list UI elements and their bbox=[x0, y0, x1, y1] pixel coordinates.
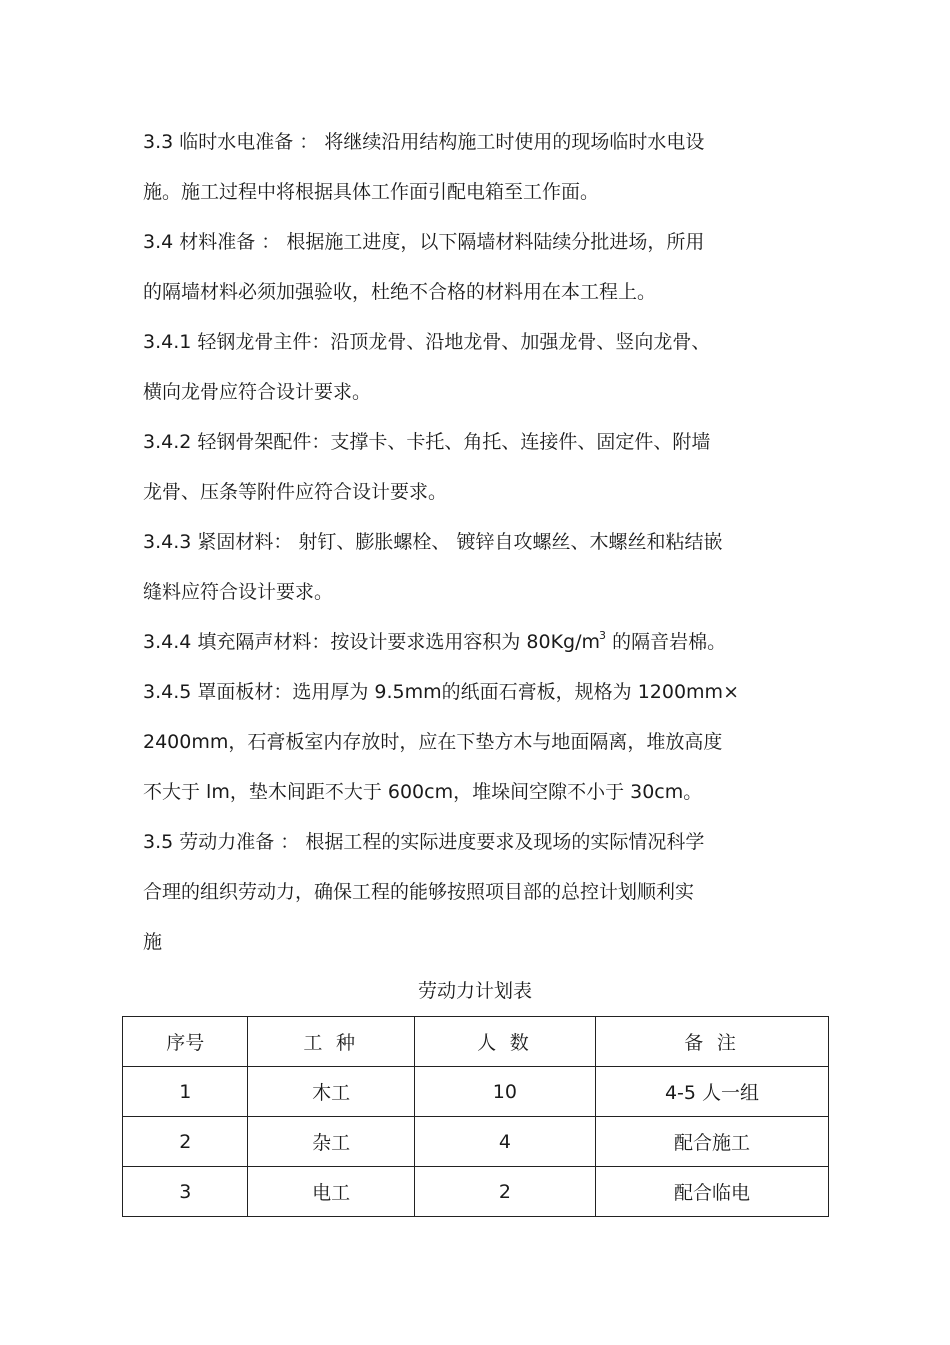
cell-seq: 1 bbox=[123, 1067, 248, 1117]
cell-seq: 3 bbox=[123, 1167, 248, 1217]
paragraph-3-3-line1: 3.3 临时水电准备 ： 将继续沿用结构施工时使用的现场临时水电设 bbox=[143, 131, 705, 153]
table-row bbox=[123, 1167, 829, 1217]
paragraph-3-4-4-tail: 的隔音岩棉。 bbox=[606, 631, 727, 653]
paragraph-3-4-4 bbox=[143, 629, 726, 658]
cell-trade: 木工 bbox=[248, 1067, 414, 1117]
paragraph-3-4-2-line1: 3.4.2 轻钢骨架配件：支撑卡、卡托、角托、连接件、固定件、附墙 bbox=[143, 431, 711, 453]
paragraph-3-4-3-line1: 3.4.3 紧固材料： 射钉、膨胀螺栓、 镀锌自攻螺丝、木螺丝和粘结嵌 bbox=[143, 531, 723, 553]
superscript-3: 3 bbox=[599, 629, 607, 642]
paragraph-3-4-5-line3: 不大于 lm，垫木间距不大于 600cm，堆垛间空隙不小于 30cm。 bbox=[143, 781, 703, 803]
paragraph-3-5-line3: 施 bbox=[143, 931, 163, 953]
paragraph-3-4-2-line2: 龙骨、压条等附件应符合设计要求。 bbox=[143, 481, 448, 503]
header-remark: 备 注 bbox=[596, 1017, 829, 1067]
header-trade: 工 种 bbox=[248, 1017, 414, 1067]
paragraph-3-4-5-line1: 3.4.5 罩面板材：选用厚为 9.5mm的纸面石膏板，规格为 1200mm× bbox=[143, 681, 739, 703]
cell-trade: 电工 bbox=[248, 1167, 414, 1217]
cell-count: 2 bbox=[414, 1167, 595, 1217]
cell-seq: 2 bbox=[123, 1117, 248, 1167]
table-row bbox=[123, 1067, 829, 1117]
cell-count: 4 bbox=[414, 1117, 595, 1167]
paragraph-3-4-1-line1: 3.4.1 轻钢龙骨主件：沿顶龙骨、沿地龙骨、加强龙骨、竖向龙骨、 bbox=[143, 331, 711, 353]
table-row bbox=[123, 1117, 829, 1167]
cell-remark: 4-5 人一组 bbox=[596, 1067, 829, 1117]
paragraph-3-4-5-line2: 2400mm，石膏板室内存放时，应在下垫方木与地面隔离，堆放高度 bbox=[143, 731, 723, 753]
header-count: 人 数 bbox=[414, 1017, 595, 1067]
cell-remark: 配合临电 bbox=[596, 1167, 829, 1217]
cell-trade: 杂工 bbox=[248, 1117, 414, 1167]
paragraph-3-5-line1: 3.5 劳动力准备 ： 根据工程的实际进度要求及现场的实际情况科学 bbox=[143, 831, 705, 853]
paragraph-3-4-3-line2: 缝料应符合设计要求。 bbox=[143, 581, 334, 603]
paragraph-3-4-line2: 的隔墙材料必须加强验收，杜绝不合格的材料用在本工程上。 bbox=[143, 281, 657, 303]
paragraph-3-4-1-line2: 横向龙骨应符合设计要求。 bbox=[143, 381, 372, 403]
cell-count: 10 bbox=[414, 1067, 595, 1117]
paragraph-3-5-line2: 合理的组织劳动力，确保工程的能够按照项目部的总控计划顺利实 bbox=[143, 881, 695, 903]
cell-remark: 配合施工 bbox=[596, 1117, 829, 1167]
table-header-row bbox=[123, 1017, 829, 1067]
paragraph-3-4-line1: 3.4 材料准备 ： 根据施工进度，以下隔墙材料陆续分批进场，所用 bbox=[143, 231, 705, 253]
paragraph-3-4-4-text: 3.4.4 填充隔声材料：按设计要求选用容积为 80Kg/m bbox=[143, 631, 601, 653]
paragraph-3-3-line2: 施。施工过程中将根据具体工作面引配电箱至工作面。 bbox=[143, 181, 600, 203]
labor-plan-table bbox=[122, 1016, 829, 1217]
header-seq: 序号 bbox=[123, 1017, 248, 1067]
table-title: 劳动力计划表 bbox=[417, 980, 532, 1002]
